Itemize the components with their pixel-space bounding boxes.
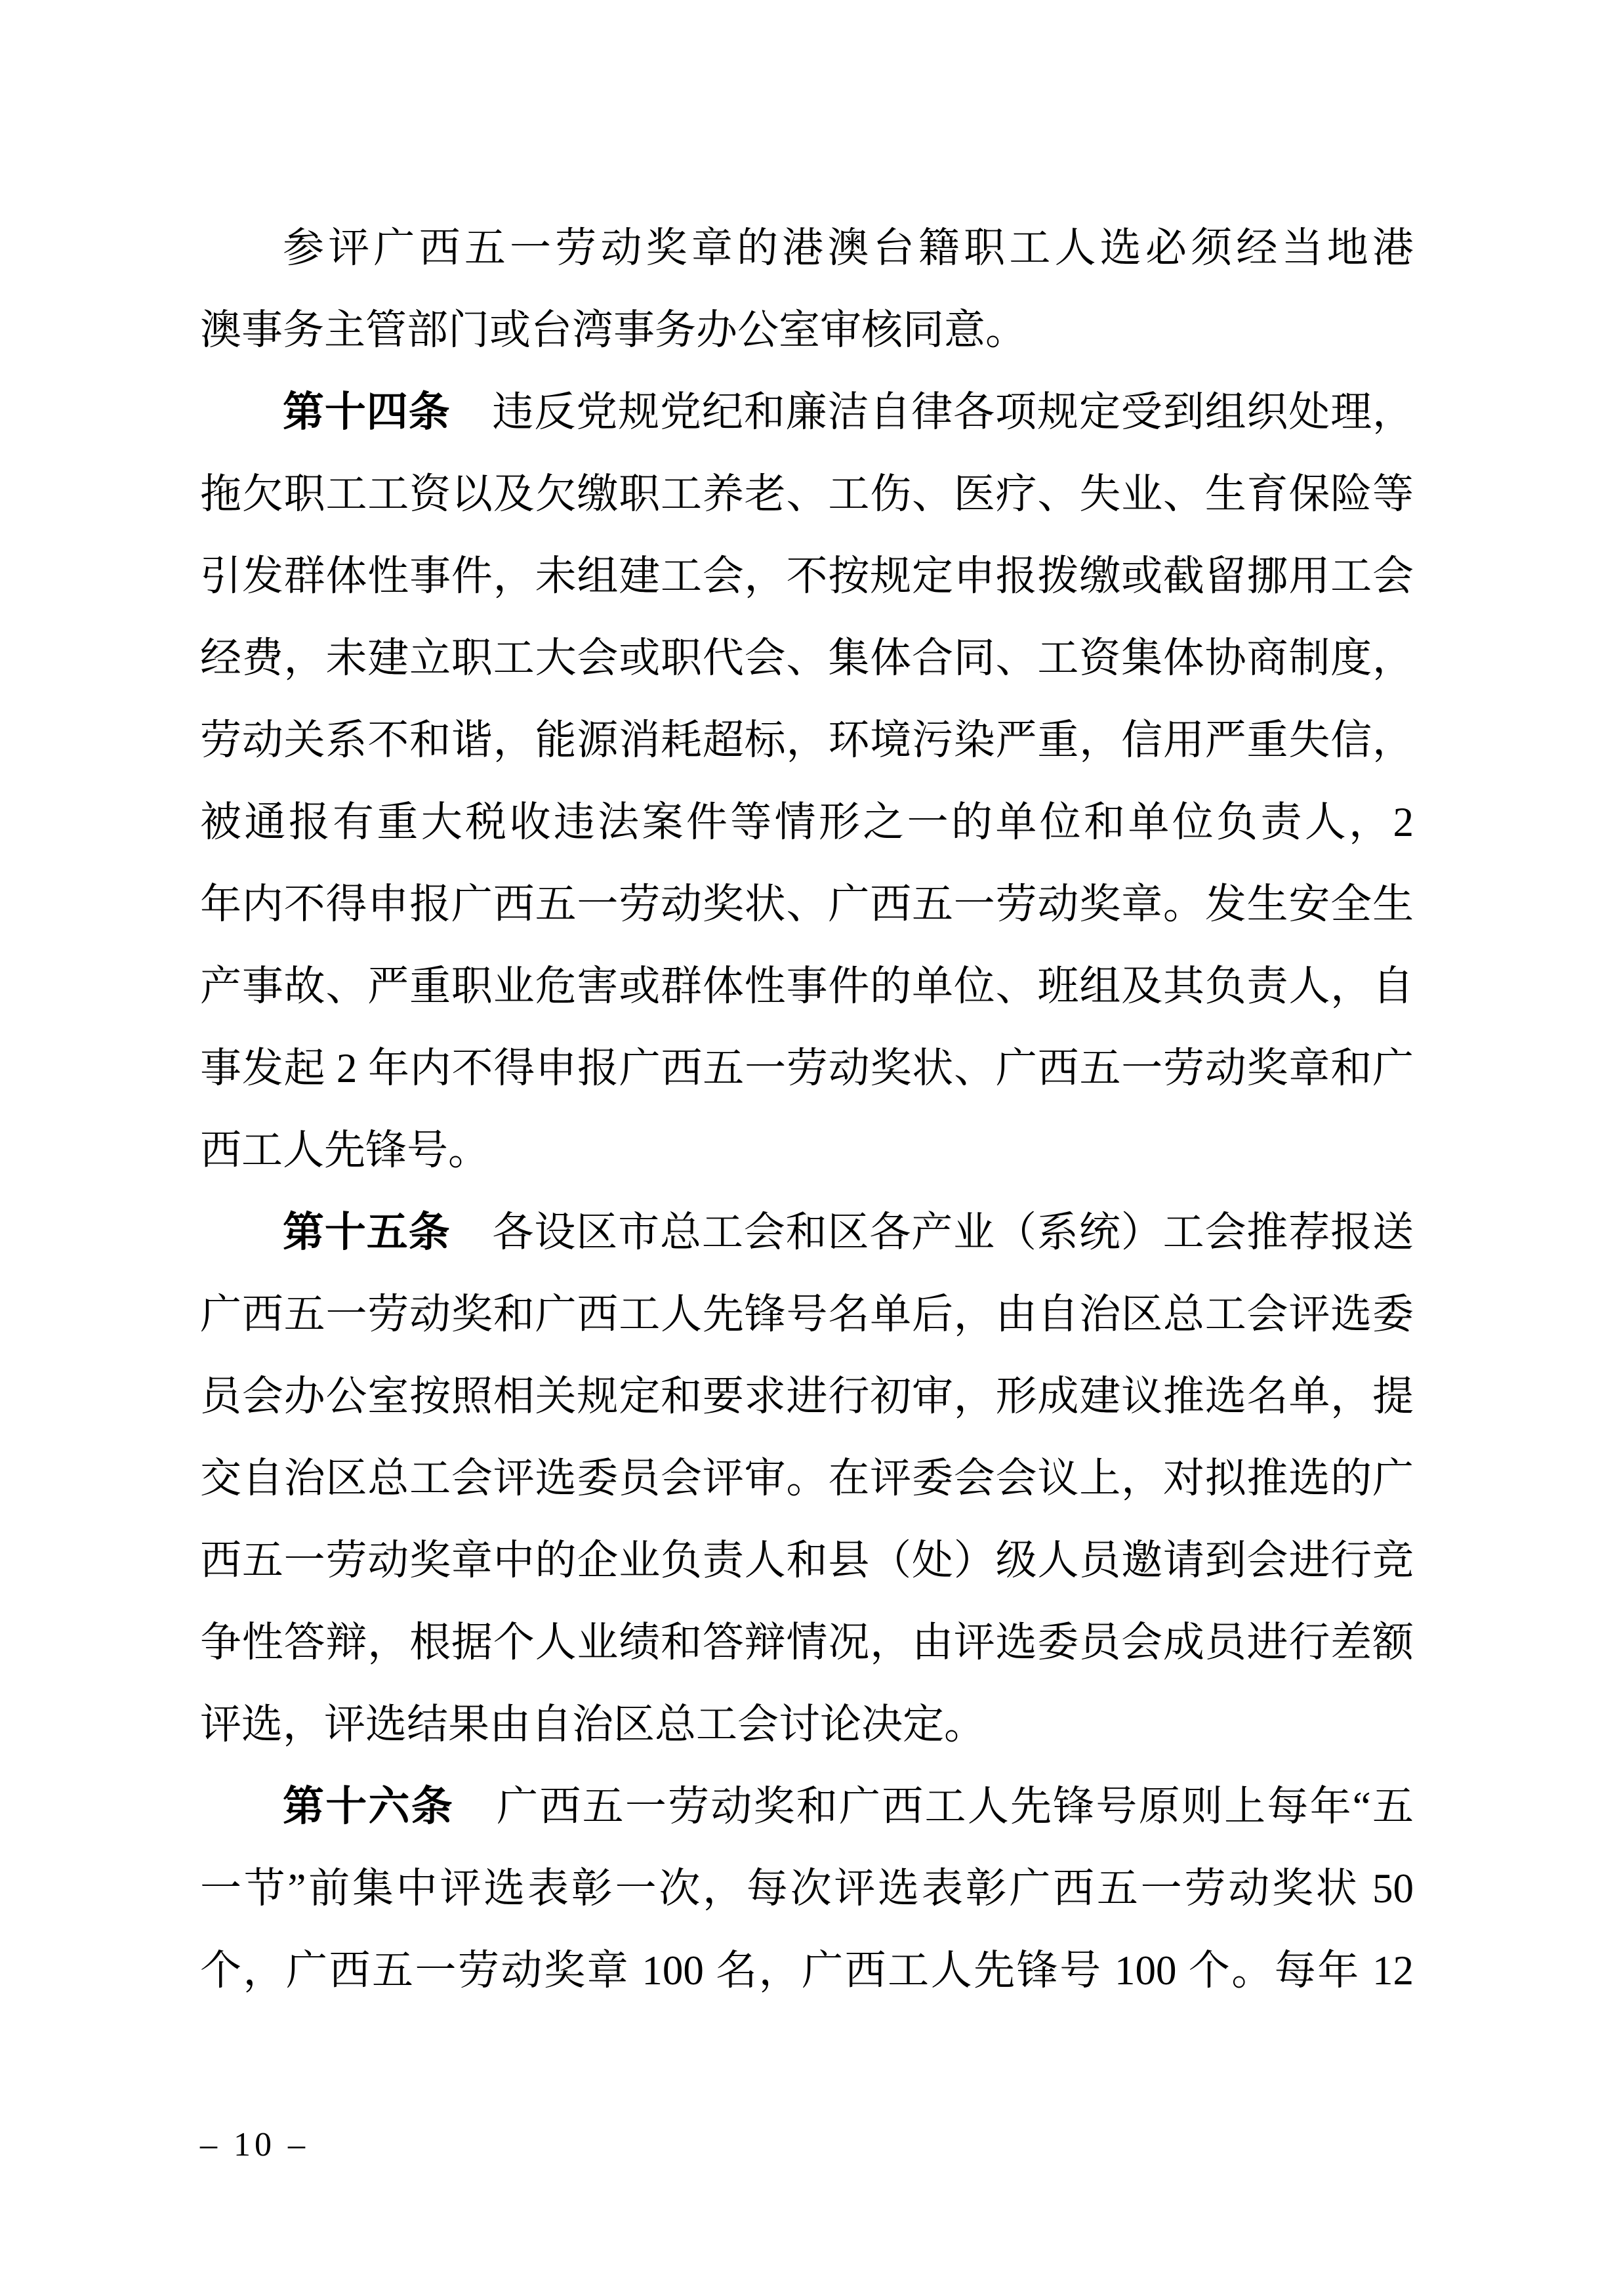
article-number-14: 第十四条: [283, 389, 451, 435]
article-line: [200, 371, 1414, 453]
text-line: 个，广西五一劳动奖章 100 名，广西工人先锋号 100 个。每年 12: [200, 1948, 1414, 1993]
page-number: – 10 –: [200, 2126, 309, 2163]
text-line: 拖欠职工工资以及欠缴职工养老、工伤、医疗、失业、生育保险等: [200, 471, 1414, 517]
text-line: 交自治区总工会评选委员会评审。在评委会会议上，对拟推选的广: [200, 1455, 1414, 1501]
article-number-16: 第十六条: [283, 1784, 454, 1829]
article-line: [200, 1766, 1414, 1848]
text-line: 一节”前集中评选表彰一次，每次评选表彰广西五一劳动奖状 50: [200, 1866, 1414, 1911]
article-line: [200, 1192, 1414, 1274]
text-line: 澳事务主管部门或台湾事务办公室审核同意。: [200, 307, 1027, 353]
text-line: 年内不得申报广西五一劳动奖状、广西五一劳动奖章。发生安全生: [200, 881, 1414, 927]
text-line: 劳动关系不和谐，能源消耗超标，环境污染严重，信用严重失信，: [200, 717, 1414, 763]
text-line: 经费，未建立职工大会或职代会、集体合同、工资集体协商制度，: [200, 635, 1414, 681]
text-line: 西工人先锋号。: [200, 1127, 489, 1173]
text-line: 评选，评选结果由自治区总工会讨论决定。: [200, 1701, 985, 1747]
text-line: 广西五一劳动奖和广西工人先锋号名单后，由自治区总工会评选委: [200, 1291, 1414, 1337]
text-line: 争性答辩，根据个人业绩和答辩情况，由评选委员会成员进行差额: [200, 1619, 1414, 1665]
text-line: 员会办公室按照相关规定和要求进行初审，形成建议推选名单，提: [200, 1373, 1414, 1419]
text-line: 参评广西五一劳动奖章的港澳台籍职工人选必须经当地港: [283, 225, 1414, 271]
text-line: 被通报有重大税收违法案件等情形之一的单位和单位负责人，2: [200, 799, 1414, 845]
text-line: 引发群体性事件，未组建工会，不按规定申报拨缴或截留挪用工会: [200, 553, 1414, 599]
line-text: 违反党规党纪和廉洁自律各项规定受到组织处理，: [450, 389, 1414, 435]
text-line: 事发起 2 年内不得申报广西五一劳动奖状、广西五一劳动奖章和广: [200, 1045, 1414, 1091]
article-number-15: 第十五条: [283, 1209, 451, 1255]
text-line: 西五一劳动奖章中的企业负责人和县（处）级人员邀请到会进行竞: [200, 1537, 1414, 1583]
line-text: 广西五一劳动奖和广西工人先锋号原则上每年“五: [453, 1784, 1414, 1829]
document-body: [200, 207, 1414, 2012]
line-text: 各设区市总工会和区各产业（系统）工会推荐报送: [450, 1209, 1414, 1255]
text-line: 产事故、严重职业危害或群体性事件的单位、班组及其负责人，自: [200, 963, 1414, 1009]
